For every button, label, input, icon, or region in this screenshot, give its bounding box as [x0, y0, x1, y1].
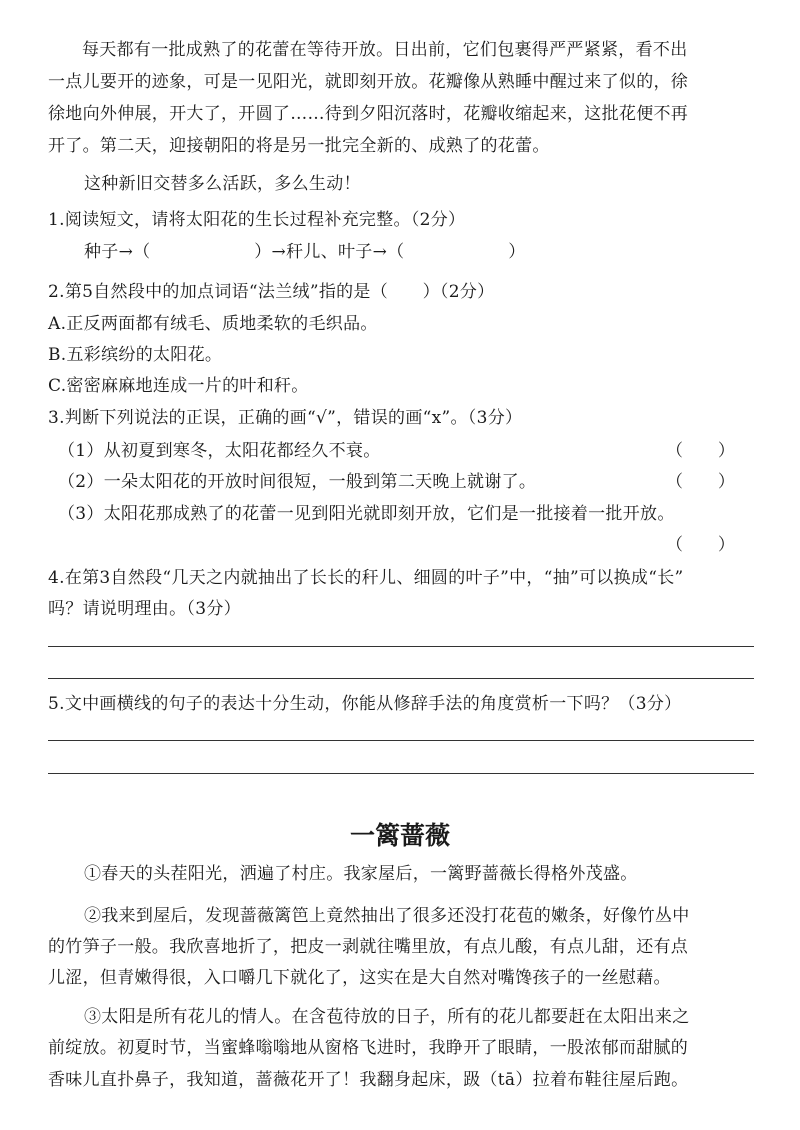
- question-3-item-3: （3）太阳花那成熟了的花蕾一见到阳光就即刻开放，它们是一批接着一批开放。: [58, 504, 675, 524]
- paragraph-line: 儿涩，但青嫩得很，入口嚼几下就化了，这实在是大自然对嘴馋孩子的一丝慰藉。: [48, 968, 671, 988]
- story-two-paragraph-1: ①春天的头茬阳光，洒遍了村庄。我家屋后，一篱野蔷薇长得格外茂盛。: [84, 864, 638, 884]
- paragraph-line: 一点儿要开的迹象，可是一见阳光，就即刻开放。花瓣像从熟睡中醒过来了似的，徐: [48, 72, 689, 92]
- paragraph-line: 的竹笋子一般。我欣喜地折了，把皮一剥就往嘴里放，有点儿酸，有点儿甜，还有点: [48, 937, 689, 957]
- story-two-title: 一篱蔷薇: [349, 821, 450, 850]
- paragraph-line: ③太阳是所有花儿的情人。在含苞待放的日子，所有的花儿都要赶在太阳出来之: [84, 1007, 690, 1027]
- question-4-prompt-line: 4.在第3自然段“几天之内就抽出了长长的秆儿、细圆的叶子”中，“抽”可以换成“长”: [48, 568, 684, 588]
- question-5-answer-line[interactable]: [48, 773, 754, 774]
- paragraph-line: 前绽放。初夏时节，当蜜蜂嗡嗡地从窗格飞进时，我睁开了眼睛，一股浓郁而甜腻的: [48, 1038, 689, 1058]
- question-5-prompt: 5.文中画横线的句子的表达十分生动，你能从修辞手法的角度赏析一下吗？（3分）: [48, 694, 682, 714]
- question-3-item-1: （1）从初夏到寒冬，太阳花都经久不衰。: [58, 441, 381, 461]
- paragraph-line: 开了。第二天，迎接朝阳的将是另一批完全新的、成熟了的花蕾。: [48, 136, 550, 156]
- question-2-prompt: 2.第5自然段中的加点词语“法兰绒”指的是（ ）（2分）: [48, 282, 495, 302]
- question-4-answer-line[interactable]: [48, 678, 754, 679]
- question-1-prompt: 1.阅读短文，请将太阳花的生长过程补充完整。（2分）: [48, 210, 466, 230]
- question-2-option-b: B.五彩缤纷的太阳花。: [48, 345, 223, 365]
- paragraph-line: 香味儿直扑鼻子，我知道，蔷薇花开了！我翻身起床，趿（tā）拉着布鞋往屋后跑。: [48, 1070, 689, 1090]
- story-one-closing-line: 这种新旧交替多么活跃，多么生动！: [84, 174, 361, 194]
- question-2-option-a: A.正反两面都有绒毛、质地柔软的毛织品。: [48, 314, 378, 334]
- paragraph-line: 每天都有一批成熟了的花蕾在等待开放。日出前，它们包裹得严严紧紧，看不出: [82, 40, 688, 60]
- question-3-answer-bracket-1[interactable]: （ ）: [666, 441, 736, 461]
- paragraph-line: ②我来到屋后，发现蔷薇篱笆上竟然抽出了很多还没打花苞的嫩条，好像竹丛中: [84, 906, 690, 926]
- question-1-fill-line[interactable]: 种子→（ ）→秆儿、叶子→（ ）: [84, 242, 526, 262]
- question-3-prompt: 3.判断下列说法的正误，正确的画“√”，错误的画“x”。（3分）: [48, 408, 523, 428]
- question-3-answer-bracket-3[interactable]: （ ）: [666, 535, 736, 555]
- question-2-option-c: C.密密麻麻地连成一片的叶和秆。: [48, 376, 309, 396]
- question-4-answer-line[interactable]: [48, 646, 754, 647]
- paragraph-line: 徐地向外伸展，开大了，开圆了……待到夕阳沉落时，花瓣收缩起来，这批花便不再: [48, 104, 689, 124]
- question-3-item-2: （2）一朵太阳花的开放时间很短，一般到第二天晚上就谢了。: [58, 472, 537, 492]
- question-3-answer-bracket-2[interactable]: （ ）: [666, 472, 736, 492]
- question-5-answer-line[interactable]: [48, 740, 754, 741]
- question-4-prompt-line: 吗？请说明理由。（3分）: [48, 599, 241, 619]
